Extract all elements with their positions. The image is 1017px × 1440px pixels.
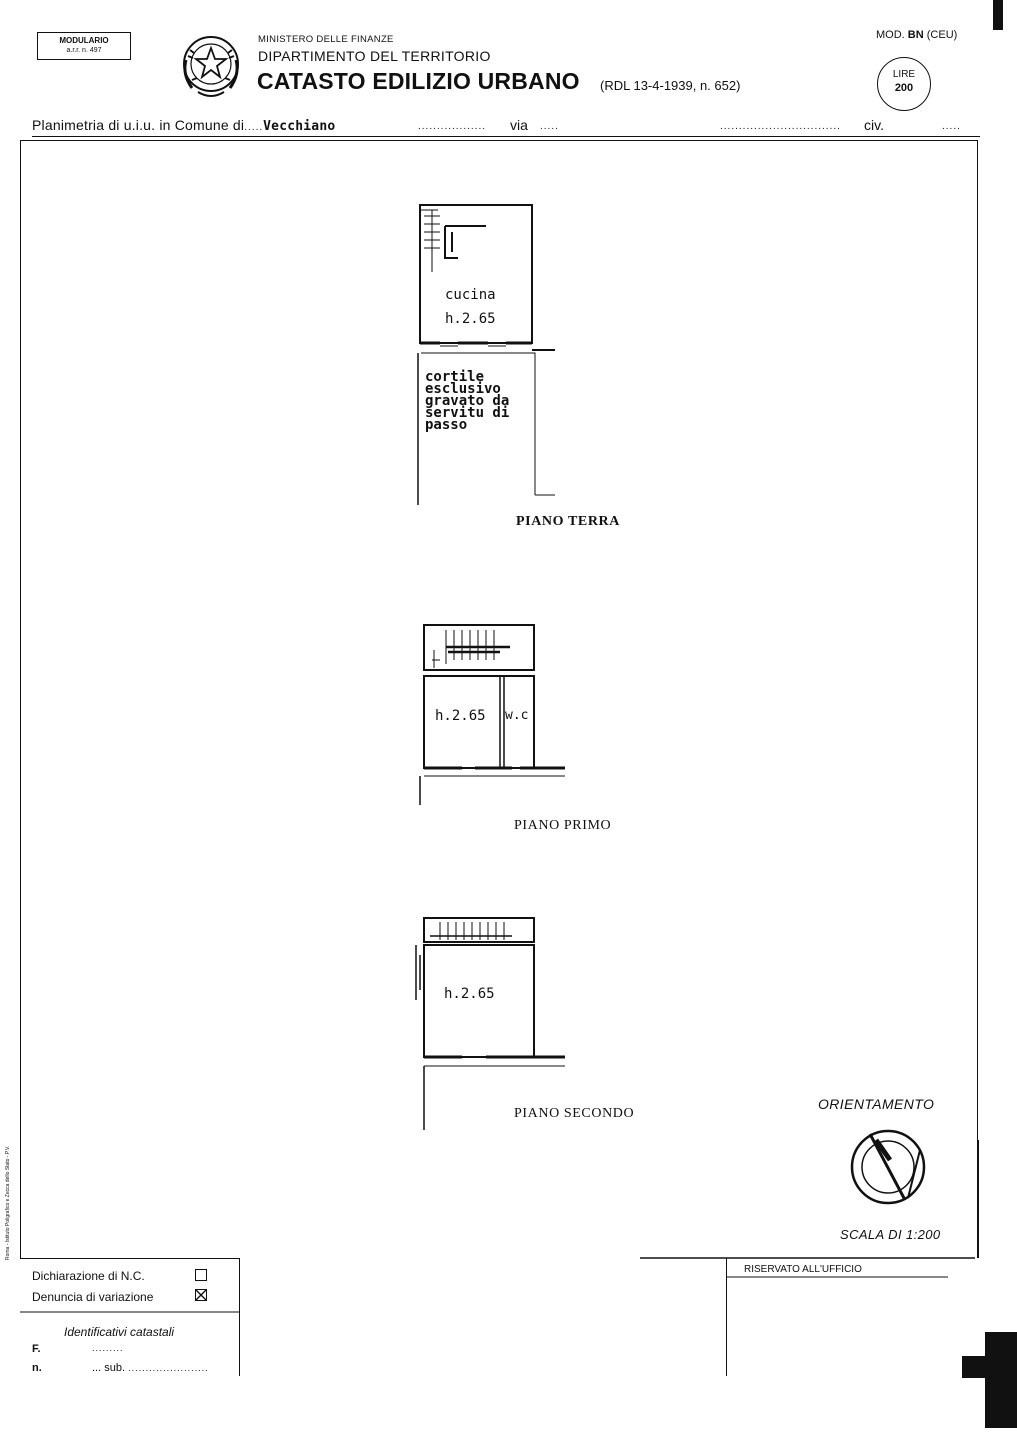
- comune-value: Vecchiano: [263, 119, 336, 134]
- primo-room-height: h.2.65: [435, 708, 486, 724]
- modulario-ref: a.r.r. n. 497: [66, 47, 102, 54]
- sub-label-text: sub.: [104, 1362, 126, 1374]
- printer-credit: Roma - Istituto Poligrafico e Zecca dello Stato - P.V.: [5, 1145, 11, 1260]
- floor-label-terra: PIANO TERRA: [516, 514, 620, 529]
- plan-prefix: Planimetria di u.i.u. in Comune di: [32, 117, 245, 133]
- model-suffix: (CEU): [926, 29, 958, 41]
- cortile-line: passo: [425, 417, 468, 433]
- cortile-line: gravato da: [425, 393, 510, 409]
- cortile-label: [425, 371, 509, 431]
- department-name: DIPARTIMENTO DEL TERRITORIO: [258, 48, 491, 64]
- ident-heading: Identificativi catastali: [64, 1325, 175, 1339]
- declaration-box: [20, 1258, 240, 1376]
- wc-label: w.c: [505, 708, 529, 723]
- foglio-label: F.: [32, 1343, 41, 1355]
- cortile-line: servitu di: [425, 405, 510, 421]
- cortile-line: esclusivo: [425, 381, 501, 397]
- civ-label: civ.: [864, 117, 884, 133]
- north-compass-icon: [852, 1131, 924, 1203]
- variation-label: Denuncia di variazione: [32, 1290, 154, 1304]
- cucina-label: cucina: [445, 287, 496, 303]
- via-label: via: [510, 117, 528, 133]
- orientation-label: ORIENTAMENTO: [818, 1096, 935, 1112]
- ministry-name: MINISTERO DELLE FINANZE: [258, 34, 394, 45]
- modulario-title: MODULARIO: [59, 36, 109, 45]
- law-reference: (RDL 13-4-1939, n. 652): [600, 78, 741, 93]
- fee-stamp-label: LIRE: [892, 69, 916, 80]
- plan-location-line: Planimetria di u.i.u. in Comune di.....Vecchiano: [32, 117, 336, 134]
- check-x-icon: [196, 1290, 206, 1300]
- numero-label: n.: [32, 1362, 42, 1374]
- office-label: RISERVATO ALL'UFFICIO: [744, 1264, 862, 1275]
- variation-checkbox[interactable]: [195, 1289, 207, 1301]
- fee-stamp-value: 200: [894, 82, 914, 94]
- secondo-room-height: h.2.65: [444, 986, 495, 1002]
- floor-label-primo: PIANO PRIMO: [514, 818, 612, 833]
- registry-title: CATASTO EDILIZIO URBANO: [257, 68, 580, 94]
- nc-checkbox[interactable]: [195, 1269, 207, 1281]
- cucina-height: h.2.65: [445, 311, 496, 327]
- nc-declaration-label: Dichiarazione di N.C.: [32, 1269, 145, 1283]
- scale-label: SCALA DI 1:200: [840, 1227, 941, 1242]
- floor-label-secondo: PIANO SECONDO: [514, 1106, 635, 1121]
- sub-label: ... sub. .......................: [92, 1362, 209, 1374]
- cortile-line: cortile: [425, 369, 485, 385]
- model-code-value: BN: [907, 29, 924, 41]
- office-box: [726, 1258, 948, 1376]
- model-prefix: MOD.: [876, 29, 905, 41]
